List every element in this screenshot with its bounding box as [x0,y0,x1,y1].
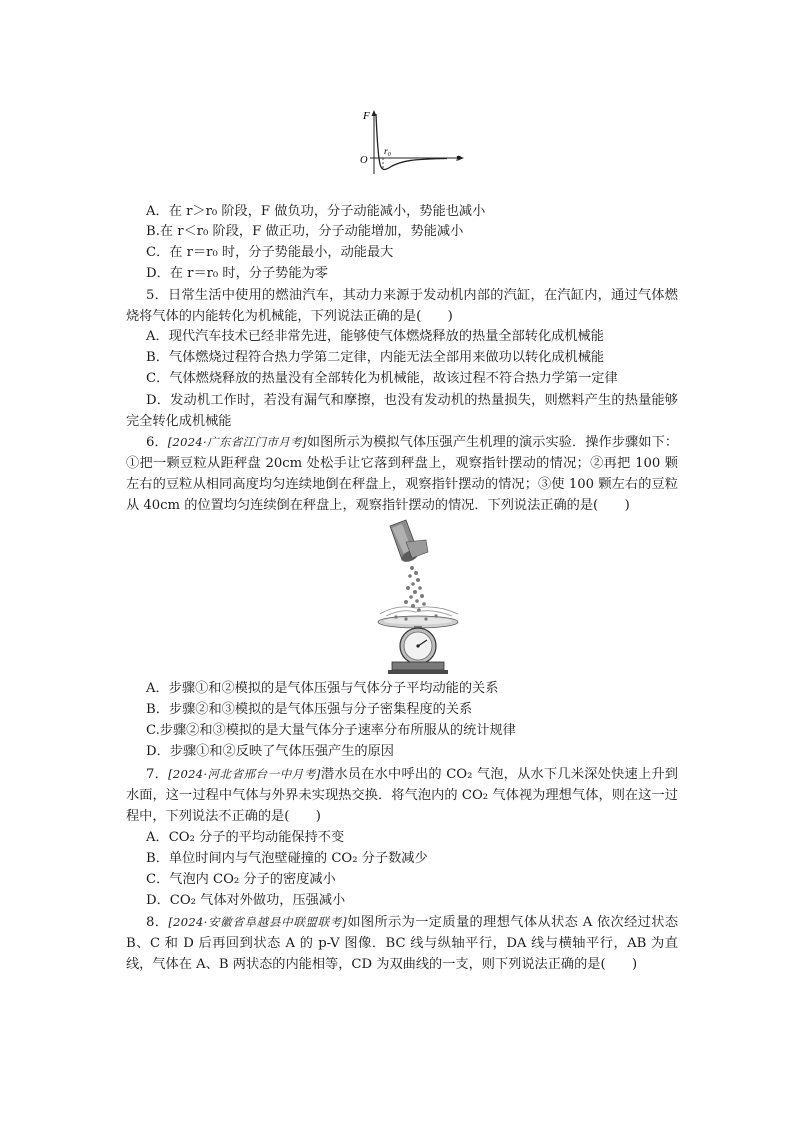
q7-source: [2024·河北省邢台一中月考] [168,767,321,781]
origin-label: O [360,155,368,166]
q4-option-d: D．在 r＝r₀ 时，分子势能为零 [146,266,328,281]
q6-option-c: C.步骤②和③模拟的是大量气体分子速率分布所服从的统计规律 [146,723,516,738]
pouring-cup [390,520,428,564]
r0-label: r₀ [384,147,391,157]
q5-option-c: C．气体燃烧释放的热量没有全部转化为机械能，故该过程不符合热力学第一定律 [146,371,618,386]
q6-number: 6． [146,435,168,450]
force-curve [376,114,447,170]
q5-stem: 5．日常生活中使用的燃油汽车，其动力来源于发动机内部的汽缸，在汽缸内，通过气体燃烧将气体的内能转化为机械能，下列说法正确的是( ) [126,288,678,324]
falling-beans [404,566,426,612]
q8-stem: 如图所示为一定质量的理想气体从状态 A 依次经过状态 B、C 和 D 后再回到状态 A 的 p-V 图像．BC 线与纵轴平行，DA 线与横轴平行，AB 为直线，气体在 A、B 两状态的内能相等，CD 为双曲线的一支，则下列说法正确的是( ) [126,915,679,972]
q6-option-b: B．步骤②和③模拟的是气体压强与分子密集程度的关系 [146,702,473,717]
q5-option-d: D．发动机工作时，若没有漏气和摩擦，也没有发动机的热量损失，则燃料产生的热量能够完全转化成机械能 [126,393,678,429]
q8-number: 8． [146,915,169,930]
q8-block [126,912,678,975]
q7-stem: 潜水员在水中呼出的 CO₂ 气泡，从水下几米深处快速上升到水面，这一过程中气体与外界未实现热交换．将气泡内的 CO₂ 气体视为理想气体，则在这一过程中，下列说法不正确的是( ) [126,767,678,824]
q7-option-b: B．单位时间内与气泡壁碰撞的 CO₂ 分子数减少 [146,851,428,866]
q7-option-a: A．CO₂ 分子的平均动能保持不变 [146,830,345,845]
q5-option-a: A．现代汽车技术已经非常先进，能够使气体燃烧释放的热量全部转化成机械能 [146,329,604,344]
q6-option-a: A．步骤①和②模拟的是气体压强与气体分子平均动能的关系 [146,681,499,696]
q7-option-d: D．CO₂ 气体对外做功，压强减小 [146,893,346,908]
q7-block [126,764,678,827]
q6-stem: 如图所示为模拟气体压强产生机理的演示实验．操作步骤如下：①把一颗豆粒从距秤盘 20cm 处松手让它落到秤盘上，观察指针摆动的情况；②再把 100 颗左右的豆粒从相同高度均匀连续地倒在秤盘上，观察指针摆动的情况；③使 100 颗左右的豆粒从 40cm 的位置均匀连续倒在秤盘上，观察指针摆动的情况．下列说法正确的是( ) [126,435,679,513]
q7-option-c: C．气泡内 CO₂ 分子的密度减小 [146,872,336,887]
y-axis-label: F [363,110,370,122]
q4-option-a: A．在 r＞r₀ 阶段，F 做负功，分子动能减小，势能也减小 [146,204,486,219]
x-axis-label: r [456,152,461,164]
q5-option-b: B．气体燃烧过程符合热力学第二定律，内能无法全部用来做功以转化成机械能 [146,350,605,365]
q8-source: [2024·安徽省阜越县中联盟联考] [168,915,347,929]
q6-source: [2024·广东省江门市月考] [167,435,307,449]
q4-option-b: B.在 r＜r₀ 阶段，F 做正功，分子动能增加，势能减小 [146,224,464,239]
q6-block [126,432,678,516]
q6-option-d: D．步骤①和②反映了气体压强产生的原因 [146,744,394,759]
force-distance-graph [352,108,472,178]
q7-number: 7． [146,767,169,782]
bean-scale-illustration [366,518,476,678]
q4-option-c: C．在 r＝r₀ 时，分子势能最小，动能最大 [146,245,394,260]
scale-body [388,628,448,674]
